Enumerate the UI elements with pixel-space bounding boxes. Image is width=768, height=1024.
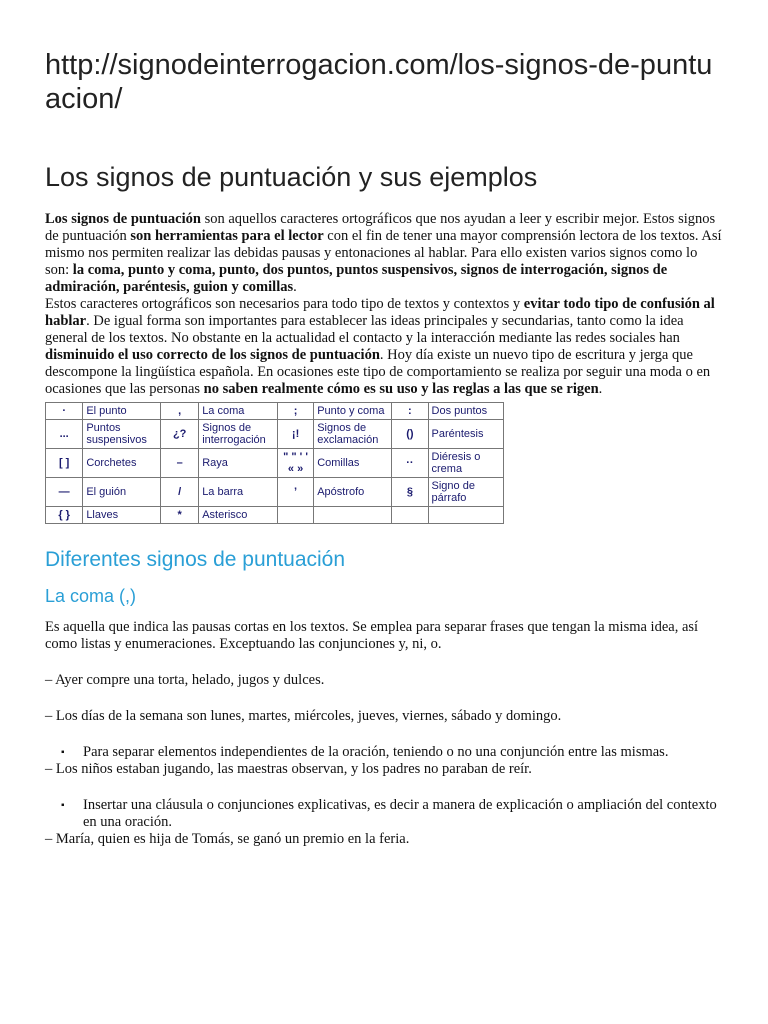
sign-name: La barra <box>199 478 278 507</box>
sign-name: El guión <box>83 478 161 507</box>
sign-symbol: ... <box>46 420 83 449</box>
sign-symbol: : <box>392 403 428 420</box>
sign-symbol: ·· <box>392 449 428 478</box>
table-row <box>46 478 504 507</box>
example-2: – Los días de la semana son lunes, martes, miércoles, jueves, viernes, sábado y domingo. <box>45 708 562 724</box>
intro-paragraph-2 <box>45 296 725 398</box>
example-4: – María, quien es hija de Tomás, se ganó un premio en la feria. <box>45 831 410 847</box>
table-row <box>46 507 504 524</box>
bullet-item: ▪ Insertar una cláusula o conjunciones explicativas, es decir a manera de explicación o ampliación del contexto en una oración. <box>83 797 725 831</box>
sign-symbol: { } <box>46 507 83 524</box>
sign-name: Paréntesis <box>428 420 503 449</box>
sign-name: La coma <box>199 403 278 420</box>
example-3: – Los niños estaban jugando, las maestras observan, y los padres no paraban de reír. <box>45 761 532 777</box>
sign-symbol <box>392 507 428 524</box>
sign-name: Diéresis o crema <box>428 449 503 478</box>
sign-symbol: [ ] <box>46 449 83 478</box>
text-span: . De igual forma son importantes para establecer las ideas principales y secundarias, tanto como la idea general de los textos. No obstante en la actualidad el contacto y la interacción mediante las redes sociales han <box>45 313 684 346</box>
sign-name <box>428 507 503 524</box>
sign-symbol <box>277 507 313 524</box>
bullet-list-1 <box>45 744 725 761</box>
sign-symbol: · <box>46 403 83 420</box>
text-span: . <box>598 381 603 397</box>
sign-name: Llaves <box>83 507 161 524</box>
sign-symbol: § <box>392 478 428 507</box>
bold-span: evitar todo tipo de confusión al hablar <box>45 296 715 329</box>
sign-name: El punto <box>83 403 161 420</box>
sign-name: Puntos suspensivos <box>83 420 161 449</box>
sign-name: Comillas <box>314 449 392 478</box>
sign-name: Corchetes <box>83 449 161 478</box>
bullet-list-2 <box>45 797 725 831</box>
sign-symbol: ¡! <box>277 420 313 449</box>
bullet-item: ▪ Para separar elementos independientes de la oración, teniendo o no una conjunción entre las mismas. <box>83 744 725 761</box>
text-span: Estos caracteres ortográficos son necesarios para todo tipo de textos y contextos y <box>45 296 524 312</box>
sign-name: Asterisco <box>199 507 278 524</box>
text-span: . Hoy día existe un nuevo tipo de escritura y jerga que descompone la lingüística española. En ocasiones este tipo de comportamiento se realiza por seguir una moda o en ocasiones que las personas <box>45 347 711 397</box>
text-span: . <box>293 279 297 295</box>
section-title: Diferentes signos de puntuación <box>45 548 346 571</box>
example-1: – Ayer compre una torta, helado, jugos y dulces. <box>45 672 325 688</box>
punctuation-table <box>45 402 504 524</box>
source-url[interactable]: http://signodeinterrogacion.com/los-signos-de-puntuacion/ <box>45 49 713 115</box>
subsection-title: La coma (,) <box>45 586 137 606</box>
document-page <box>45 48 725 848</box>
sign-name: Punto y coma <box>314 403 392 420</box>
sign-symbol: () <box>392 420 428 449</box>
sign-symbol: / <box>161 478 199 507</box>
sign-symbol: ; <box>277 403 313 420</box>
coma-description: Es aquella que indica las pausas cortas en los textos. Se emplea para separar frases que tengan la misma idea, así como listas y enumeraciones. Exceptuando las conjunciones y, ni, o. <box>45 619 699 652</box>
bold-span: no saben realmente cómo es su uso y las reglas a las que se rigen <box>203 381 599 397</box>
table-row <box>46 449 504 478</box>
text-span: son aquellos caracteres ortográficos que nos ayudan a leer y escribir mejor. Estos signos de puntuación <box>45 211 716 244</box>
text-span: con el fin de tener una mayor comprensión lectora de los textos. Así mismo nos permiten realizar las debidas pausas y entonaciones al hablar. Para ello existen varios signos como lo son: <box>45 228 722 278</box>
sign-name: Signos de exclamación <box>314 420 392 449</box>
page-title: Los signos de puntuación y sus ejemplos <box>45 162 538 192</box>
sign-symbol: * <box>161 507 199 524</box>
sign-symbol: ’ <box>277 478 313 507</box>
intro-paragraph-1 <box>45 211 725 296</box>
bold-span: la coma, punto y coma, punto, dos puntos, puntos suspensivos, signos de interrogación, signos de admiración, paréntesis, guion y comillas <box>45 262 668 295</box>
sign-name: Signo de párrafo <box>428 478 503 507</box>
sign-name <box>314 507 392 524</box>
sign-symbol: ¿? <box>161 420 199 449</box>
sign-name: Dos puntos <box>428 403 503 420</box>
sign-name: Raya <box>199 449 278 478</box>
sign-symbol: — <box>46 478 83 507</box>
table-row <box>46 403 504 420</box>
bold-span: disminuido el uso correcto de los signos de puntuación <box>45 347 380 363</box>
sign-name: Apóstrofo <box>314 478 392 507</box>
sign-symbol: , <box>161 403 199 420</box>
sign-name: Signos de interrogación <box>199 420 278 449</box>
table-row <box>46 420 504 449</box>
sign-symbol: – <box>161 449 199 478</box>
sign-symbol: " " ' ' « » <box>277 449 313 478</box>
bold-span: Los signos de puntuación <box>45 211 201 227</box>
bold-span: son herramientas para el lector <box>130 228 324 244</box>
